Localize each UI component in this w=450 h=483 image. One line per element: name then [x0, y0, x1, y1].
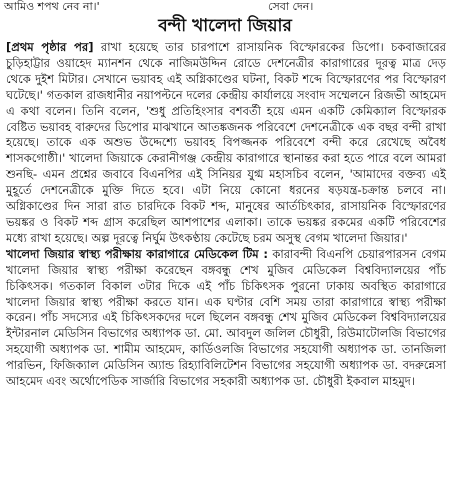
- subheading-lead: খালেদা জিয়ার স্বাস্থ্য পরীক্ষায় কারাগারে মেডিকেল টিম :: [6, 246, 268, 261]
- previous-article-tail: আমিও শপথ নেব না।': [4, 0, 100, 13]
- paragraph-1: [6, 40, 446, 247]
- continuation-marker: [প্রথম পৃষ্ঠার পর]: [6, 40, 94, 54]
- paragraph-2-text: কারাবন্দী বিএনপি চেয়ারপারসন বেগম খালেদা জিয়ার স্বাস্থ্য পরীক্ষা করেছেন বঙ্গবন্ধু শেখ মুজিব মেডিকেল বিশ্ববিদ্যালয়ের পাঁচ চিকিৎসক। গতকাল বিকাল ৩টার দিকে এই পাঁচ চিকিৎসক পুরনো ঢাকায় অবস্থিত কারাগারে খালেদা জিয়ার স্বাস্থ্য পরীক্ষা করতে যান। এক ঘণ্টার বেশি সময় তারা কারাগারে স্বাস্থ্য পরীক্ষা করেন। পাঁচ সদস্যের এই চিকিৎসকদের দলে ছিলেন বঙ্গবন্ধু শেখ মুজিব মেডিকেল বিশ্ববিদ্যালয়ের ইন্টারনাল মেডিসিন বিভাগের অধ্যাপক ডা. মো. আবদুল জলিল চৌধুরী, রিউমাটোলজি বিভাগের সহযোগী অধ্যাপক ডা. শামীম আহমেদ, কার্ডিওলজি বিভাগের সহযোগী অধ্যাপক ডা. তানজিলা পারভিন, ফিজিক্যাল মেডিসিন অ্যান্ড রিহ্যাবিলিটেশন বিভাগের সহযোগী অধ্যাপক ডা. বদরুন্নেসা আহমেদ এবং অর্থোপেডিক সার্জারি বিভাগের সহকারী অধ্যাপক ডা. চৌধুরী ইকবাল মাহমুদ।: [6, 246, 446, 389]
- adjacent-column-tail: সেবা দেন।: [268, 0, 314, 13]
- paragraph-1-text: রাখা হয়েছে তার চারপাশে রাসায়নিক বিস্ফোরকের ডিপো। চকবাজারের চুড়িহাট্টার ওয়াহেদ ম্যানশন থেকে নাজিমউদ্দিন রোডে দেশনেত্রীর কারাগারের দূরত্ব মাত্র দেড় থেকে দুইশ মিটার। সেখানে ভয়াবহ এই অগ্নিকাণ্ডের ঘটনা, বিকট শব্দে বিস্ফোরণের পর বিস্ফোরণ ঘটেছে।' গতকাল রাজধানীর নয়াপল্টনে দলের কেন্দ্রীয় কার্যালয়ে সংবাদ সম্মেলনে রিজভী আহমেদ এ কথা বলেন। তিনি বলেন, 'শুধু প্রতিহিংসার বশবর্তী হয়ে এমন একটি কেমিক্যাল বিস্ফোরক বেষ্টিত ভয়াবহ বারুদের ডিপোর মাঝখানে আতঙ্কজনক পরিবেশে দেশনেত্রীকে এক বছর বন্দী রাখা হয়েছে। তাকে এক অশুভ উদ্দেশ্যে ভয়াবহ বিপজ্জনক পরিবেশে বন্দী করে রেখেছে অবৈধ শাসকগোষ্ঠী।' খালেদা জিয়াকে কেরানীগঞ্জ কেন্দ্রীয় কারাগারে স্থানান্তর করা হতে পারে বলে আমরা শুনছি- এমন প্রশ্নের জবাবে বিএনপির এই সিনিয়র যুগ্ম মহাসচিব বলেন, 'আমাদের বক্তব্য এই মুহূর্তে দেশনেত্রীকে মুক্তি দিতে হবে। এটা নিয়ে কোনো ধরনের ষড়যন্ত্র-চক্রান্ত চলবে না। অগ্নিকাণ্ডের দিন সারা রাত চারদিকে বিকট শব্দ, মানুষের আর্তচিৎকার, রাসায়নিক বিস্ফোরণের ভয়ঙ্কর ও বিকট শব্দ গ্রাস করেছিল আশপাশের এলাকা। তাকে ভয়ঙ্কর রকমের একটি পরিবেশের মধ্যে রাখা হয়েছে। অল্প দূরত্বে নির্ঘুম উৎকণ্ঠায় কেটেছে চরম অসুস্থ বেগম খালেদা জিয়ার।': [6, 40, 447, 245]
- headline: বন্দী খালেদা জিয়ার: [158, 16, 292, 36]
- paragraph-2: [6, 247, 446, 390]
- article-body: [6, 40, 446, 390]
